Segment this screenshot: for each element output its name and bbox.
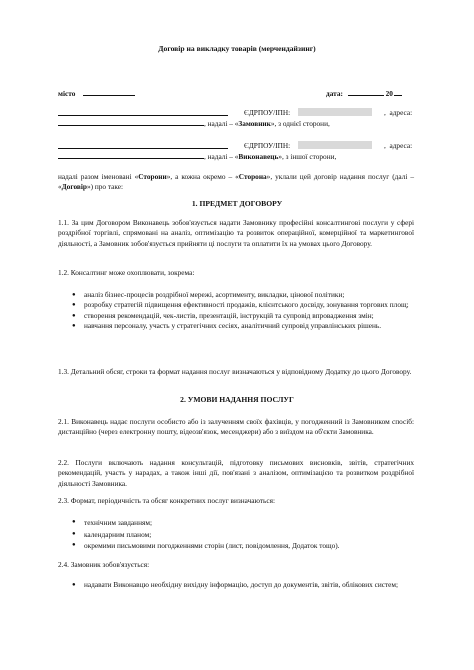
party-1-line-2: [58, 118, 330, 129]
term-side: Сторона: [238, 172, 267, 181]
clause-1-2: 1.2. Консалтинг може охоплювати, зокрема:: [58, 268, 195, 277]
party-2-role: Виконавець: [238, 152, 279, 161]
party-2-suffix-after: », з іншої сторони,: [278, 152, 337, 161]
party-1-role: Замовник: [238, 119, 271, 128]
party-2-code-field[interactable]: [298, 141, 372, 149]
party-2-address-line: , адреса:: [384, 141, 413, 150]
list-item: ● аналіз бізнес-процесів роздрібної мережі, асортименту, викладки, цінової політики;: [72, 290, 345, 299]
party-1-address-label: адреса:: [389, 108, 413, 117]
party-1-suffix-after: », з однієї сторони,: [270, 119, 330, 128]
term-contract: Договір: [61, 182, 87, 192]
clause-1-3: 1.3. Детальний обсяг, строки та формат надання послуг визначаються у відповідному Додатку до цього Договору.: [58, 367, 412, 376]
list-item: ● календарним планом;: [72, 529, 152, 539]
list-item: ● окремими письмовими погодженнями сторін (лист, повідомлення, Додаток тощо).: [72, 541, 340, 551]
party-2-code-label: ЄДРПОУ/ІПН:: [244, 141, 291, 150]
term-sides: Сторони: [138, 172, 167, 181]
party-1-code-field[interactable]: [298, 108, 372, 116]
party-1-name-field[interactable]: [58, 108, 228, 116]
clause-1-1: 1.1. За цим Договором Виконавець зобов'язується надати Замовнику професійні консалтингові послуги у сфері роздрібної торгівлі, спрямовані на аналіз, оптимізацію та розвиток операційної, комерційної та маркетингової діяльності, а Замовник зобов'язується прийняти ці послуги та оплатити їх на умовах цього Договору.: [58, 218, 414, 248]
clause-1-2-list: [58, 290, 414, 332]
clause-2-3: 2.3. Формат, періодичність та обсяг конкретних послуг визначаються:: [58, 496, 275, 505]
section-1-heading: 1. ПРЕДМЕТ ДОГОВОРУ: [191, 199, 283, 208]
clause-2-4-list: [58, 580, 414, 590]
party-1-code-line: [244, 108, 372, 118]
party-1-address-line: , адреса:: [384, 108, 413, 117]
party-2-suffix-before: , надалі – «: [204, 152, 239, 161]
list-item: ● розробку стратегій підвищення ефективності продажів, клієнтського досвіду, зонування торгових площ;: [72, 300, 409, 310]
city-label: місто: [58, 89, 76, 98]
clause-2-4: 2.4. Замовник зобов'язується:: [58, 560, 150, 569]
date-field[interactable]: [348, 88, 384, 96]
year-field[interactable]: [394, 88, 402, 96]
date-line: [326, 88, 402, 99]
list-item: ● технічним завданням;: [72, 518, 152, 527]
city-line: [58, 88, 135, 99]
year-prefix: 20: [385, 89, 393, 98]
list-item: ● надавати Виконавцю необхідну вихідну інформацію, доступ до документів, звітів, облікових систем;: [72, 580, 399, 589]
list-item: ● навчання персоналу, участь у стратегічних сесіях, аналітичний супровід управлінських рішень.: [72, 321, 382, 331]
preamble: надалі разом іменовані «Сторони», а кожна окремо – «Сторона», уклали цей договір надання послуг (далі – «Договір») про таке:: [58, 172, 414, 192]
party-1-code-label: ЄДРПОУ/ІПН:: [244, 108, 291, 117]
party-2-line-2: [58, 151, 336, 162]
party-2-name-field[interactable]: [58, 141, 228, 149]
party-2-address-label: адреса:: [389, 141, 413, 150]
party-1-address-field[interactable]: [58, 118, 204, 126]
party-2-address-field[interactable]: [58, 151, 204, 159]
clause-2-3-list: [58, 517, 414, 552]
clause-2-2: 2.2. Послуги включають надання консультацій, підготовку письмових висновків, звітів, стратегічних рекомендацій, участь у нарадах, а також інші дії, пов'язані з аналізом, оптимізацією та розвитком роздрібної діяльності Замовника.: [58, 458, 414, 488]
date-label: дата:: [326, 89, 343, 98]
party-2-code-line: [244, 141, 372, 151]
clause-2-1: 2.1. Виконавець надає послуги особисто або із залученням своїх фахівців, у погодженний із Замовником спосіб: дистанційно (через електронну пошту, відеозв'язок, месенджери) або з виїздом на об'єкти Замовника.: [58, 417, 414, 437]
list-item: ● створення рекомендацій, чек-листів, презентацій, інструкцій та супровід впровадження змін;: [72, 310, 374, 320]
document-title: Договір на викладку товарів (мерчендайзинг): [158, 44, 316, 53]
city-field[interactable]: [83, 88, 135, 96]
section-2-heading: 2. УМОВИ НАДАННЯ ПОСЛУГ: [180, 395, 294, 404]
party-1-suffix-before: , надалі – «: [204, 119, 239, 128]
